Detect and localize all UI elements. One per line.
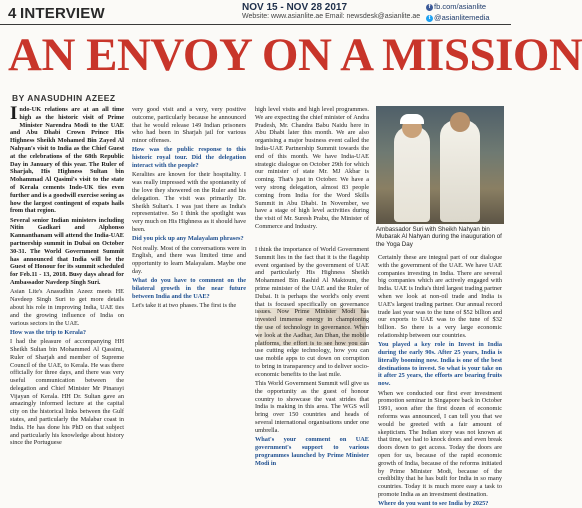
person-figure	[394, 126, 430, 222]
facebook-icon: f	[426, 4, 433, 11]
paragraph: high level visits and high level programmes. We are expecting the chief minister of Andra Pradesh, Mr. Chandra Babu Naidu here in Abu Dhabi later this month. We are also organising a major business event called the India-UAE Partnership Summit towards the end of this month. We have India-UAE strategic dialogue on October 29th for which our minister of state Mr. MJ Akbar is coming. That's just in October. We have a very strong delegation, almost 83 people coming from India for the Word Skills Summit in Abu Dhabi. In November, we have a stage of high level activities during the visit of Mr. Suresh Prabu, the Minister of Commerce and Industry.	[255, 106, 369, 230]
question: What do you have to comment on the bilateral growth in the near future between India and the UAE?	[132, 277, 246, 300]
twitter-icon: t	[426, 15, 433, 22]
facebook-handle: fb.com/asianlite	[434, 2, 487, 11]
article-column-2	[132, 106, 246, 396]
byline: BY ANASUDHIN AZEEZ	[12, 93, 116, 103]
article-column-4	[378, 254, 502, 508]
article-column-1	[10, 103, 124, 447]
person-head	[450, 112, 470, 132]
article-photo	[376, 106, 504, 224]
page-number: 4	[8, 5, 17, 22]
photo-caption: Ambassador Suri with Sheikh Nahyan bin Mubarak Al Nahyan during the inauguration of the Yoga Day	[376, 226, 502, 248]
twitter-link[interactable]	[426, 13, 490, 22]
question: What's your comment on UAE government's support to various programmes launched by Prime Minister Modi in	[255, 436, 369, 467]
paragraph: Let's take it at two phases. The first is the	[132, 302, 237, 310]
question: You played a key role in Invest in India during the early 90s. After 25 years, India is literally booming now. India is one of the best destinations to invest. So what is your take on it after 25 years, the efforts are bearing fruits now.	[378, 341, 502, 388]
paragraph: Keralites are known for their hospitality. I was really impressed with the spontaneity of the love they showered on the Ruler and his delegation. The visit was primarily Dr. Sheikh Sultan's. I was just there as India's representative. So I think the spotlight was very much on His Highness as it should have been.	[132, 171, 246, 233]
question: How was the public response to this historic royal tour. Did the delegation interact with the people?	[132, 146, 246, 170]
lead-text: ndo-UK relations are at an all time high as the historic visit of Prime Minister Narendra Modi to the UAE and Abu Dhabi Crown Prince His Highness Sheikh Mohamed Bin Zayed Al Nahyan's visit to India as the Chief Guest at the celebrations of the 68th Republic Day in January of this year. The Ruler of Sharjah, His Highness Sultan bin Mohammad Al Qasimi's visit to the state of Kerala cements Indo-UK ties even further and is a goodwill exercise seeing as how the largest contingent of expats hails from that region.	[10, 106, 124, 215]
paragraph: I think the importance of World Government Summit lies in the fact that it is the flagship event organised by the government of UAE and particularly His Highness Sheikh Mohammed Bin Rashid Al Maktoum, the prime minister of the UAE and the Ruler of Dubai. It is perhaps the world's only event that is focused specifically on governance issues. Now Prime Minister Modi has invested immense energy in championing the use of technology in governance. When we look at the Aadhar, Jan Dhan, the mobile platforms, the effort is to see how you can use cutting edge technology, how you can use mobile apps to cut down on corruption to bring in transparency and to deliver socio-economic benefits to the last mile.	[255, 246, 369, 378]
paragraph: Not really. Most of the conversations were in English, and there was limited time and opportunity to learn Malayalam. Maybe one day.	[132, 244, 246, 275]
lead-paragraph	[10, 103, 124, 215]
person-figure	[440, 120, 480, 222]
article-column-3-bottom	[255, 246, 369, 467]
paragraph: Certainly these are integral part of our dialogue with the government of the UAE. We have UAE companies investing in India. There are several big companies which are actively engaged with India. UAE is India's third largest trading partner when we look at non-oil trade and India is UAE's largest trading partner. Our annual record trade last year was to the tune of $52 billion and our exports to UAE was to the tune of $32 billion. So there is a very large economic relationship between our countries.	[378, 254, 502, 339]
facebook-link[interactable]	[426, 2, 486, 11]
question: How was the trip to Kerala?	[10, 328, 87, 336]
paragraph: very good visit and a very, very positive outcome, particularly because he announced that he would release 149 Indian prisoners who had been in Sharjah jail for various minor offenses.	[132, 106, 246, 145]
headdress	[400, 114, 424, 124]
website-line[interactable]: Website: www.asianlite.ae Email: newsdesk@asianlite.ae	[242, 13, 421, 20]
section-label: INTERVIEW	[20, 5, 105, 22]
paragraph: Several senior Indian ministers including Nitin Gadkari and Alphonso Kannanthanam will attend the India-UAE partnership summit in Dubai on October 30-31. The World Government Summit has announced that India will be the Guest of Honour for its summit scheduled for Feb.11 - 13, 2018. Busy days ahead for Ambassador Navdeep Singh Suri.	[10, 216, 124, 287]
twitter-handle: @asianlitemedia	[434, 13, 490, 22]
question: Where do you want to see India by 2025?	[378, 500, 489, 508]
article-column-3-top	[255, 106, 369, 246]
headline: AN ENVOY ON A MISSION	[8, 29, 582, 81]
paragraph: I had the pleasure of accompanying HH Sheikh Sultan bin Mohammed Al Qassimi, Ruler of Sharjah and member of Supreme Council of the UAE, to Kerala. He was there officially for three days, and there was very useful communication between the delegation and Chief Minister Mr Pinarayi Vijayan of Kerala. HH Dr. Sultan gave an amazingly informed lecture at the capital city on the historical links between the Gulf states, and particularly the Malabar coast in India. He has done his PhD on that subject and particularly his knowledge about history since the Portuguese	[10, 338, 124, 447]
issue-date: NOV 15 - NOV 28 2017	[242, 2, 348, 13]
drop-cap: I	[10, 103, 18, 124]
paragraph: When we conducted our first ever investment promotion seminar in Singapore back in October 1991, soon after the first dozen of economic reforms was announced, I can tell you that we would be greeted with a fair amount of skepticism. The Indian story was not known at that time, we had to knock doors and even break doors down to get access. Today the doors are open for us, because of the rapid economic growth of India, because of the reforms initiated by Prime Minister Modi, because of the credibility that he has built for India in so many countries. Today it is much more easy a task to promote India as an investment destination.	[378, 389, 502, 498]
paragraph: This World Government Summit will give us the opportunity as the guest of honour country to showcase the vast strides that India is making in this area. The WGS will bring over 150 countries and heads of several international organisations under one umbrella.	[255, 380, 369, 434]
question: Did you pick up any Malayalam phrases?	[132, 235, 244, 243]
paragraph: Asian Lite's Anasudhin Azeez meets HE Navdeep Singh Suri to get more details about his role in improving India, UAE ties and the growing influence of India on various sectors in the UAE.	[10, 288, 124, 327]
